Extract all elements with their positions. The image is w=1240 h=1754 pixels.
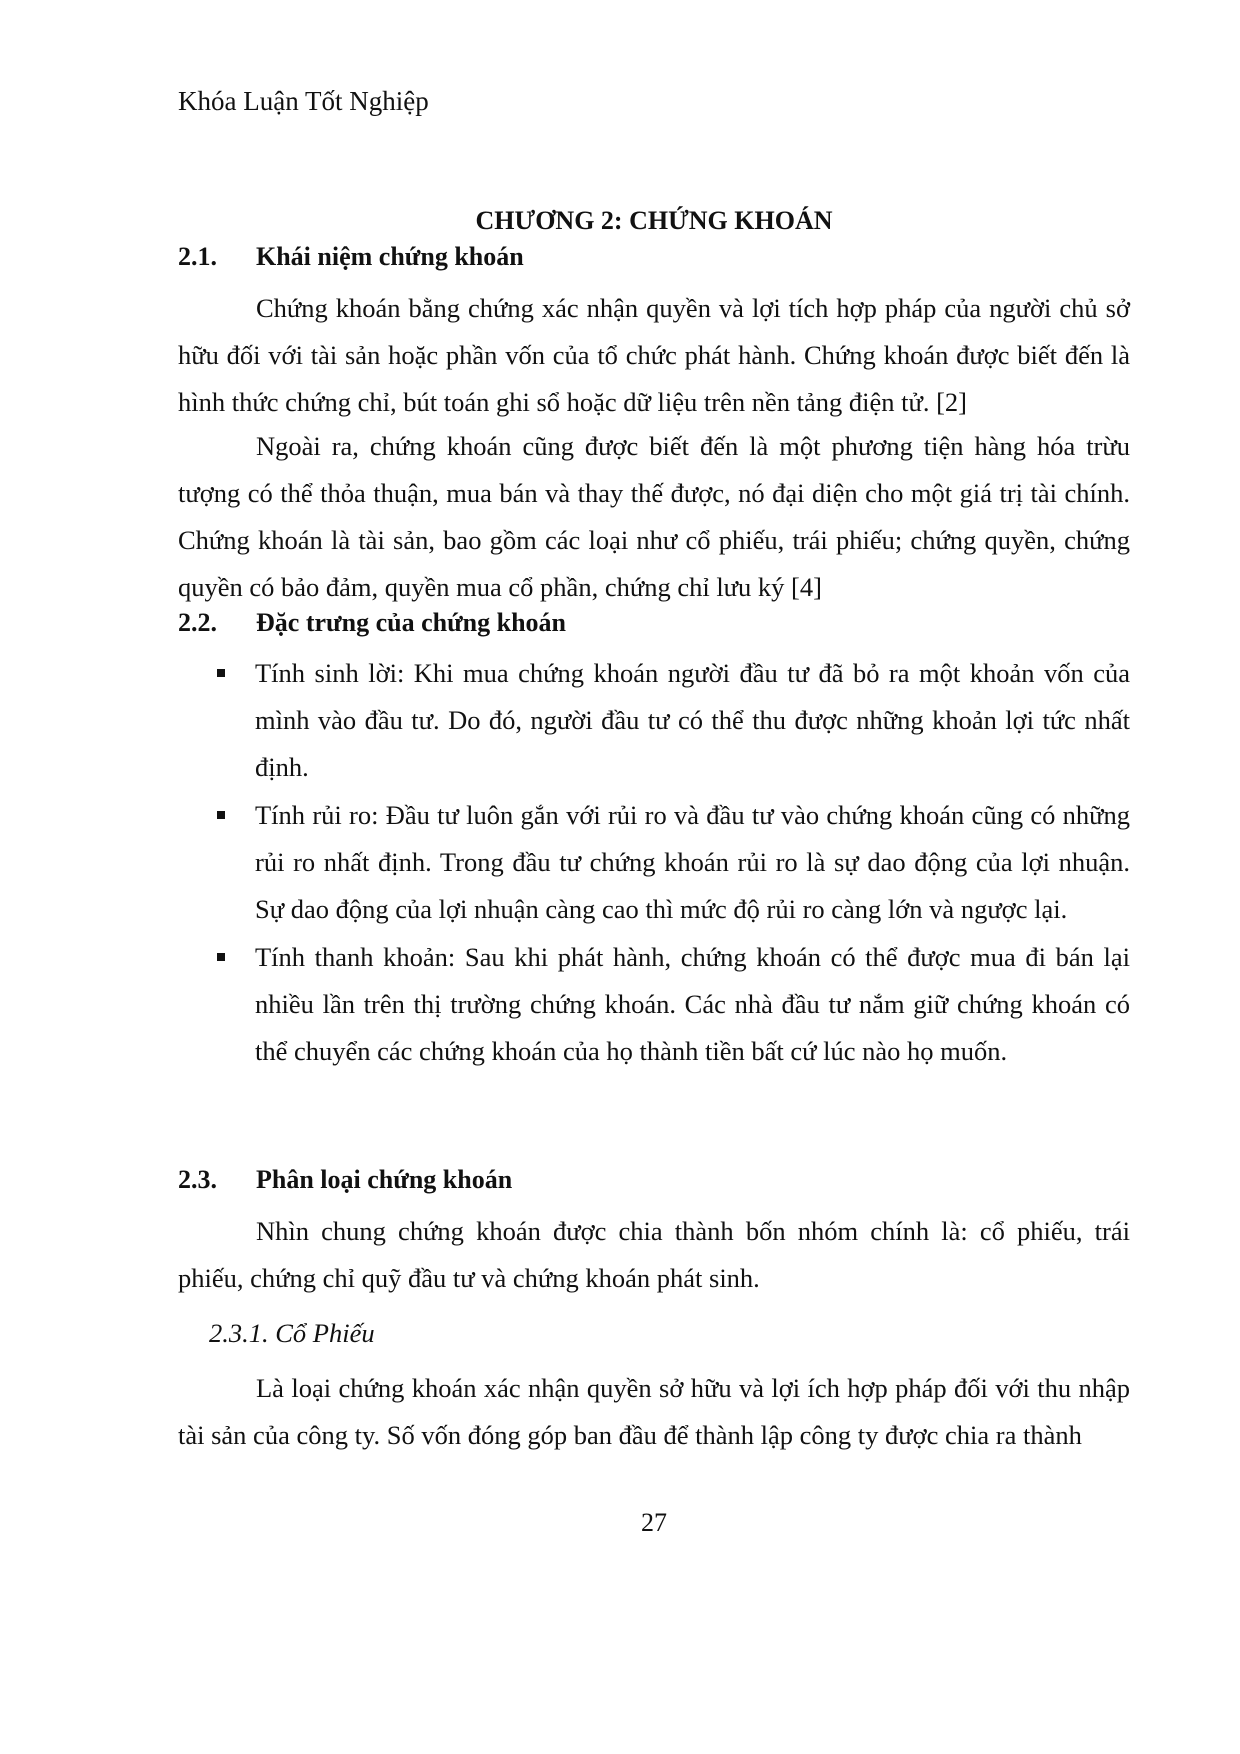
bullet-square-icon — [217, 669, 225, 677]
list-item-text: Tính sinh lời: Khi mua chứng khoán người đầu tư đã bỏ ra một khoản vốn của mình vào đầu tư. Do đó, người đầu tư có thể thu được những khoản lợi tức nhất định. — [255, 658, 1130, 782]
chapter-title: CHƯƠNG 2: CHỨNG KHOÁN — [475, 206, 833, 235]
subsection-heading-2-3-1: 2.3.1. Cổ Phiếu — [209, 1318, 375, 1348]
section-number: 2.2. — [178, 608, 217, 637]
paragraph-2-3-1: Là loại chứng khoán xác nhận quyền sở hữu và lợi ích hợp pháp đối với thu nhập tài sản của công ty. Số vốn đóng góp ban đầu để thành lập công ty được chia ra thành — [178, 1373, 1130, 1450]
bullet-square-icon — [217, 953, 225, 961]
paragraph-2-3: Nhìn chung chứng khoán được chia thành bốn nhóm chính là: cổ phiếu, trái phiếu, chứng chỉ quỹ đầu tư và chứng khoán phát sinh. — [178, 1216, 1130, 1293]
section-title: Đặc trưng của chứng khoán — [256, 608, 567, 637]
list-item-text: Tính rủi ro: Đầu tư luôn gắn với rủi ro và đầu tư vào chứng khoán cũng có những rủi ro nhất định. Trong đầu tư chứng khoán rủi ro là sự dao động của lợi nhuận. Sự dao động của lợi nhuận càng cao thì mức độ rủi ro càng lớn và ngược lại. — [255, 800, 1130, 924]
bullet-square-icon — [217, 811, 225, 819]
section-title: Khái niệm chứng khoán — [256, 242, 524, 271]
running-header: Khóa Luận Tốt Nghiệp — [178, 86, 429, 116]
page-number: 27 — [641, 1508, 667, 1537]
list-item — [178, 934, 1130, 1075]
section-number: 2.1. — [178, 242, 217, 271]
list-item — [178, 650, 1130, 791]
characteristics-list — [178, 650, 1130, 1076]
section-title: Phân loại chứng khoán — [256, 1165, 513, 1194]
paragraph-2-1-b: Ngoài ra, chứng khoán cũng được biết đến là một phương tiện hàng hóa trừu tượng có thể thỏa thuận, mua bán và thay thế được, nó đại diện cho một giá trị tài chính. Chứng khoán là tài sản, bao gồm các loại như cổ phiếu, trái phiếu; chứng quyền, chứng quyền có bảo đảm, quyền mua cổ phần, chứng chỉ lưu ký [4] — [178, 431, 1130, 602]
section-heading-2-3 — [178, 1165, 512, 1195]
section-heading-2-1 — [178, 242, 524, 272]
paragraph-2-1-a: Chứng khoán bằng chứng xác nhận quyền và lợi tích hợp pháp của người chủ sở hữu đối với tài sản hoặc phần vốn của tổ chức phát hành. Chứng khoán được biết đến là hình thức chứng chỉ, bút toán ghi sổ hoặc dữ liệu trên nền tảng điện tử. [2] — [178, 293, 1130, 417]
section-heading-2-2 — [178, 608, 566, 638]
list-item — [178, 792, 1130, 933]
list-item-text: Tính thanh khoản: Sau khi phát hành, chứng khoán có thể được mua đi bán lại nhiều lần trên thị trường chứng khoán. Các nhà đầu tư nắm giữ chứng khoán có thể chuyển các chứng khoán của họ thành tiền bất cứ lúc nào họ muốn. — [255, 942, 1130, 1066]
section-number: 2.3. — [178, 1165, 217, 1194]
